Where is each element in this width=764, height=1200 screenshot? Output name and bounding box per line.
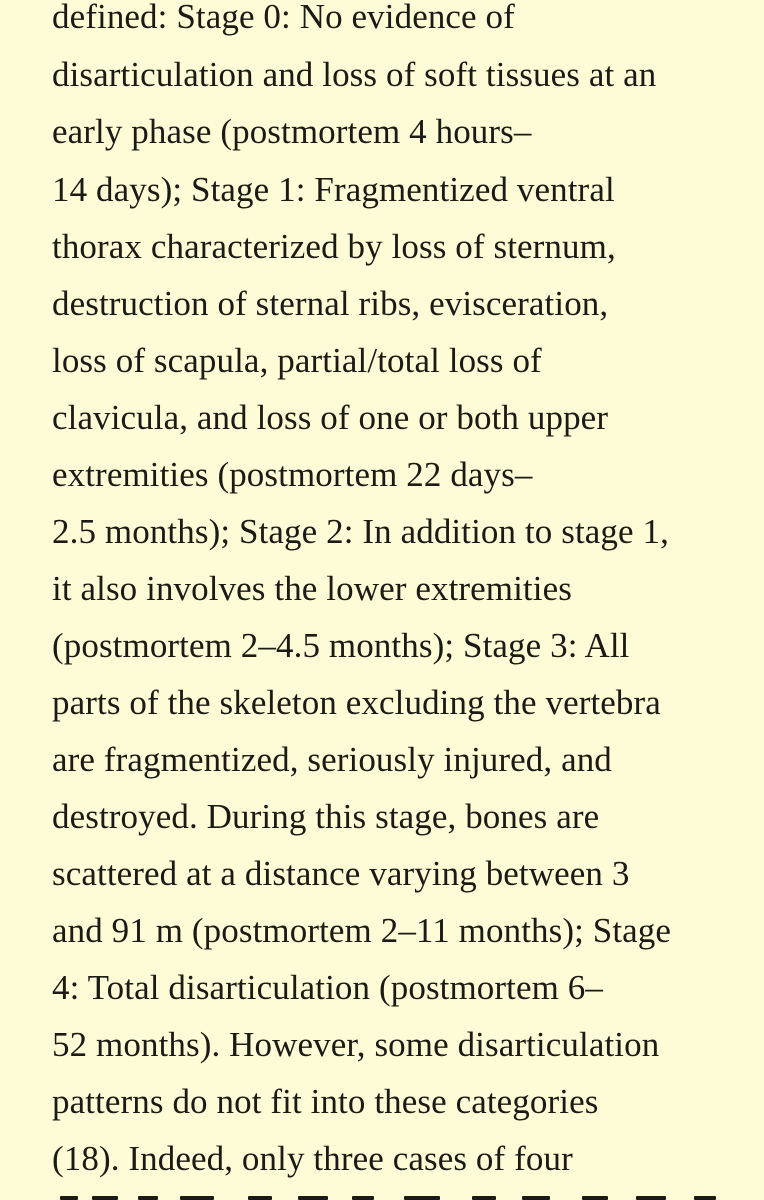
text-line: destroyed. During this stage, bones are (52, 797, 600, 836)
text-line: extremities (postmortem 22 days– (52, 455, 533, 494)
text-line: (postmortem 2–4.5 months); Stage 3: All (52, 626, 630, 665)
text-line: thorax characterized by loss of sternum, (52, 227, 616, 266)
text-line: destruction of sternal ribs, evisceration, (52, 284, 609, 323)
text-line: it also involves the lower extremities (52, 569, 572, 608)
text-line: (18). Indeed, only three cases of four (52, 1139, 573, 1178)
text-line: loss of scapula, partial/total loss of (52, 341, 542, 380)
text-line: 4: Total disarticulation (postmortem 6– (52, 968, 603, 1007)
text-line: early phase (postmortem 4 hours– (52, 112, 532, 151)
article-text-body (52, 0, 752, 1200)
text-line: parts of the skeleton excluding the vertebra (52, 683, 661, 722)
text-line: are fragmentized, seriously injured, and (52, 740, 612, 779)
text-line: and 91 m (postmortem 2–11 months); Stage (52, 911, 672, 950)
text-line: 2.5 months); Stage 2: In addition to stage 1, (52, 512, 669, 551)
text-line: 52 months). However, some disarticulation (52, 1025, 660, 1064)
text-line: clavicula, and loss of one or both upper (52, 398, 609, 437)
text-line: defined: Stage 0: No evidence of (52, 0, 515, 36)
next-line-cut-off (52, 1190, 752, 1200)
text-line: disarticulation and loss of soft tissues at an (52, 55, 657, 94)
text-line: 14 days); Stage 1: Fragmentized ventral (52, 170, 615, 209)
text-line: patterns do not fit into these categories (52, 1082, 599, 1121)
text-line: scattered at a distance varying between 3 (52, 854, 630, 893)
